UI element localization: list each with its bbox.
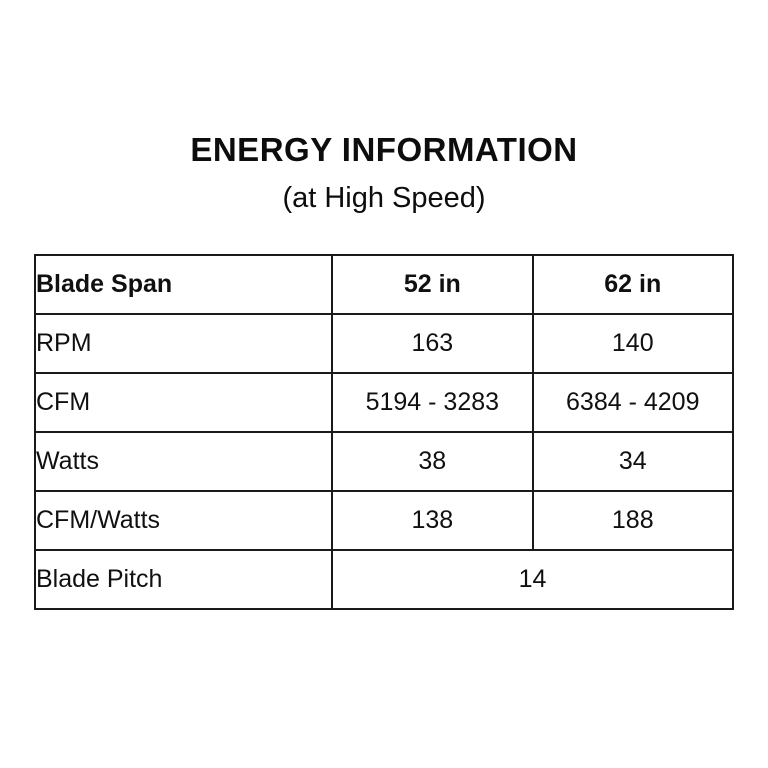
column-header-62in: 62 in [533, 255, 733, 314]
row-label-cfm: CFM [35, 373, 332, 432]
page-subtitle: (at High Speed) [282, 182, 486, 215]
table-row [35, 432, 733, 491]
cell-blade-pitch-value: 14 [332, 550, 733, 609]
table-row [35, 550, 733, 609]
table-row-header [35, 255, 733, 314]
table-row [35, 491, 733, 550]
title-block [0, 0, 768, 215]
cell-cfm-per-watts-52in: 138 [332, 491, 532, 550]
energy-table-wrapper [34, 254, 734, 610]
row-label-rpm: RPM [35, 314, 332, 373]
energy-information-table [34, 254, 734, 610]
cell-cfm-per-watts-62in: 188 [533, 491, 733, 550]
table-row [35, 373, 733, 432]
page-title: ENERGY INFORMATION [190, 131, 578, 168]
row-label-blade-span: Blade Span [35, 255, 332, 314]
cell-rpm-52in: 163 [332, 314, 532, 373]
row-label-cfm-per-watts: CFM/Watts [35, 491, 332, 550]
row-label-watts: Watts [35, 432, 332, 491]
cell-cfm-52in: 5194 - 3283 [332, 373, 532, 432]
row-label-blade-pitch: Blade Pitch [35, 550, 332, 609]
cell-watts-52in: 38 [332, 432, 532, 491]
cell-watts-62in: 34 [533, 432, 733, 491]
table-row [35, 314, 733, 373]
column-header-52in: 52 in [332, 255, 532, 314]
cell-rpm-62in: 140 [533, 314, 733, 373]
cell-cfm-62in: 6384 - 4209 [533, 373, 733, 432]
